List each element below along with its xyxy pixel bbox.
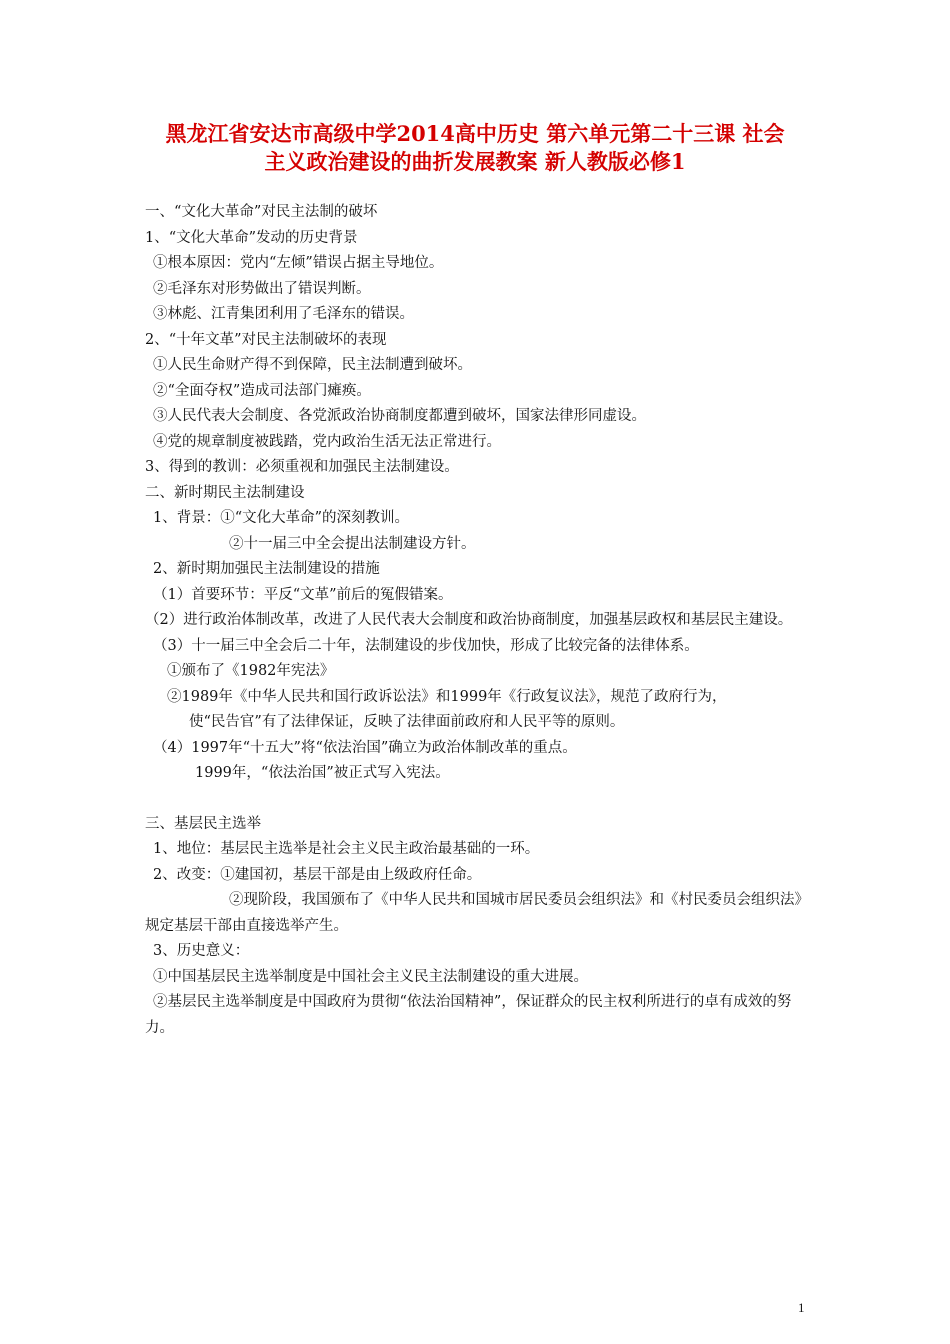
title-line-1: 黑龙江省安达市高级中学2014高中历史 第六单元第二十三课 社会 <box>165 121 785 146</box>
blank-line <box>145 787 820 812</box>
section-heading-1: 一、“文化大革命”对民主法制的破坏 <box>145 204 378 220</box>
subheading-2-1: 1、背景：①“文化大革命”的深刻教训。 <box>153 510 410 526</box>
document-body <box>145 200 820 1041</box>
document-title <box>120 120 830 176</box>
subheading-3-1: 1、地位：基层民主选举是社会主义民主政治最基础的一环。 <box>153 841 540 857</box>
list-item-continuation: 使“民告官”有了法律保证，反映了法律面前政府和人民平等的原则。 <box>189 714 625 730</box>
subheading-2-2: 2、新时期加强民主法制建设的措施 <box>153 561 380 577</box>
section-heading-2: 二、新时期民主法制建设 <box>145 484 305 501</box>
paragraph: （4）1997年“十五大”将“依法治国”确立为政治体制改革的重点。 <box>153 739 577 756</box>
list-item: ④党的规章制度被践踏，党内政治生活无法正常进行。 <box>153 433 501 450</box>
subheading-1-1: 1、“文化大革命”发动的历史背景 <box>145 229 358 246</box>
section-heading-3: 三、基层民主选举 <box>145 815 261 832</box>
subheading-3-3: 3、历史意义： <box>153 943 250 959</box>
subheading-1-2: 2、“十年文革”对民主法制破坏的表现 <box>145 331 387 348</box>
list-item: ①中国基层民主选举制度是中国社会主义民主法制建设的重大进展。 <box>153 968 588 985</box>
list-item: ①根本原因：党内“左倾”错误占据主导地位。 <box>153 255 444 271</box>
subheading-3-2: 2、改变：①建国初，基层干部是由上级政府任命。 <box>153 866 482 883</box>
list-item: ①人民生命财产得不到保障，民主法制遭到破坏。 <box>153 357 472 373</box>
list-item: ②毛泽东对形势做出了错误判断。 <box>153 280 371 297</box>
paragraph: （2）进行政治体制改革，改进了人民代表大会制度和政治协商制度，加强基层政权和基层民主建设。 <box>145 612 793 628</box>
list-item: ②“全面夺权”造成司法部门瘫痪。 <box>153 382 371 399</box>
paragraph: （1）首要环节：平反“文革”前后的冤假错案。 <box>153 586 453 603</box>
title-line-2: 主义政治建设的曲折发展教案 新人教版必修1 <box>264 149 686 174</box>
subheading-1-3: 3、得到的教训：必须重视和加强民主法制建设。 <box>145 459 459 475</box>
list-item: ②基层民主选举制度是中国政府为贯彻“依法治国精神”，保证群众的民主权利所进行的卓有成效的努力。 <box>145 994 792 1036</box>
list-item: ②1989年《中华人民共和国行政诉讼法》和1999年《行政复议法》，规范了政府行为， <box>167 688 727 705</box>
list-item: ①颁布了《1982年宪法》 <box>167 663 335 679</box>
paragraph: ②现阶段，我国颁布了《中华人民共和国城市居民委员会组织法》和《村民委员会组织法》规定基层干部由直接选举产生。 <box>145 892 809 934</box>
list-item: ③林彪、江青集团利用了毛泽东的错误。 <box>153 306 414 322</box>
list-item: ②十一届三中全会提出法制建设方针。 <box>229 535 476 552</box>
paragraph: 1999年，“依法治国”被正式写入宪法。 <box>195 765 450 781</box>
page-number: 1 <box>798 1300 805 1315</box>
list-item: ③人民代表大会制度、各党派政治协商制度都遭到破坏，国家法律形同虚设。 <box>153 408 646 424</box>
paragraph: （3）十一届三中全会后二十年，法制建设的步伐加快，形成了比较完备的法律体系。 <box>153 637 699 654</box>
